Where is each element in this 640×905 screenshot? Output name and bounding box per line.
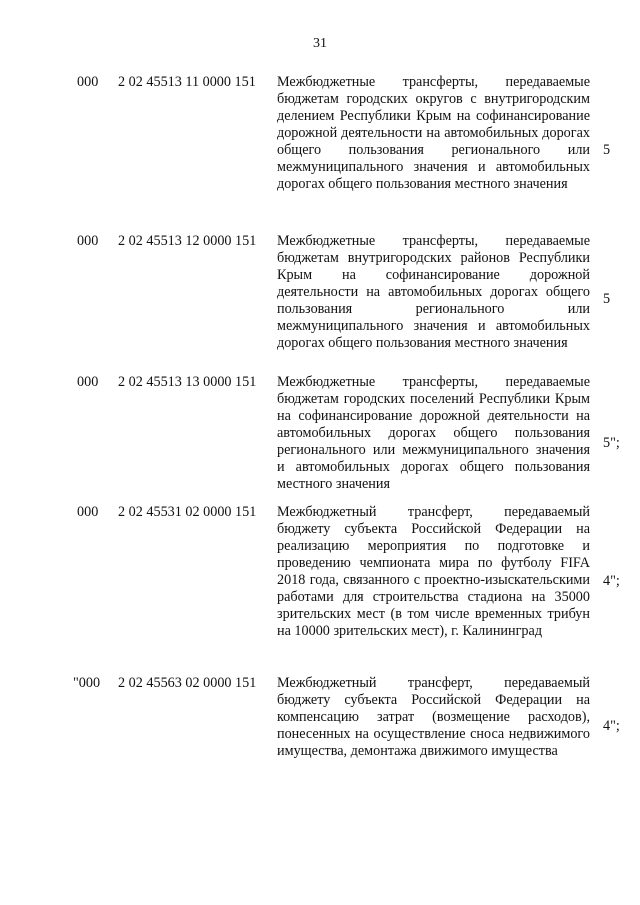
budget-code: 2 02 45531 02 0000 151: [118, 504, 257, 520]
admin-code: "000: [73, 675, 101, 691]
admin-code: 000: [77, 504, 99, 520]
admin-code: 000: [77, 74, 99, 90]
row-value: 4";: [603, 573, 620, 589]
row-value: 5";: [603, 435, 620, 451]
budget-code: 2 02 45563 02 0000 151: [118, 675, 257, 691]
row-description: Межбюджетный трансферт, передаваемый бюджету субъекта Российской Федерации на реализацию мероприятия по подготовке и проведению чемпионата мира по футболу FIFA 2018 года, связанного с проектно-изыскательскими работами для строительства стадиона на 35000 зрительских мест (в том числе временных трибун на 10000 зрительских мест), г. Калининград: [277, 504, 590, 639]
row-value: 4";: [603, 718, 620, 734]
budget-code: 2 02 45513 12 0000 151: [118, 233, 257, 249]
admin-code: 000: [77, 374, 99, 390]
row-value: 5: [603, 142, 611, 158]
row-value: 5: [603, 291, 611, 307]
row-description: Межбюджетные трансферты, передаваемые бюджетам внутригородских районов Республики Крым на софинансирование дорожной деятельности на автомобильных дорогах общего пользования регионального или межмуниципального значения и автомобильных дорогах общего пользования местного значения: [277, 233, 590, 351]
budget-code: 2 02 45513 13 0000 151: [118, 374, 257, 390]
row-description: Межбюджетные трансферты, передаваемые бюджетам городских округов с внутригородским делением Республики Крым на софинансирование дорожной деятельности на автомобильных дорогах общего пользования регионального или межмуниципального значения и автомобильных дорогах общего пользования местного значения: [277, 74, 590, 192]
page-number: 31: [313, 36, 327, 51]
admin-code: 000: [77, 233, 99, 249]
row-description: Межбюджетный трансферт, передаваемый бюджету субъекта Российской Федерации на компенсацию затрат (возмещение расходов), понесенных на осуществление сноса недвижимого имущества, демонтажа движимого имущества: [277, 675, 590, 759]
row-description: Межбюджетные трансферты, передаваемые бюджетам городских поселений Республики Крым на софинансирование дорожной деятельности на автомобильных дорогах общего пользования регионального или межмуниципального значения и автомобильных дорогах общего пользования местного значения: [277, 374, 590, 492]
budget-code: 2 02 45513 11 0000 151: [118, 74, 256, 90]
